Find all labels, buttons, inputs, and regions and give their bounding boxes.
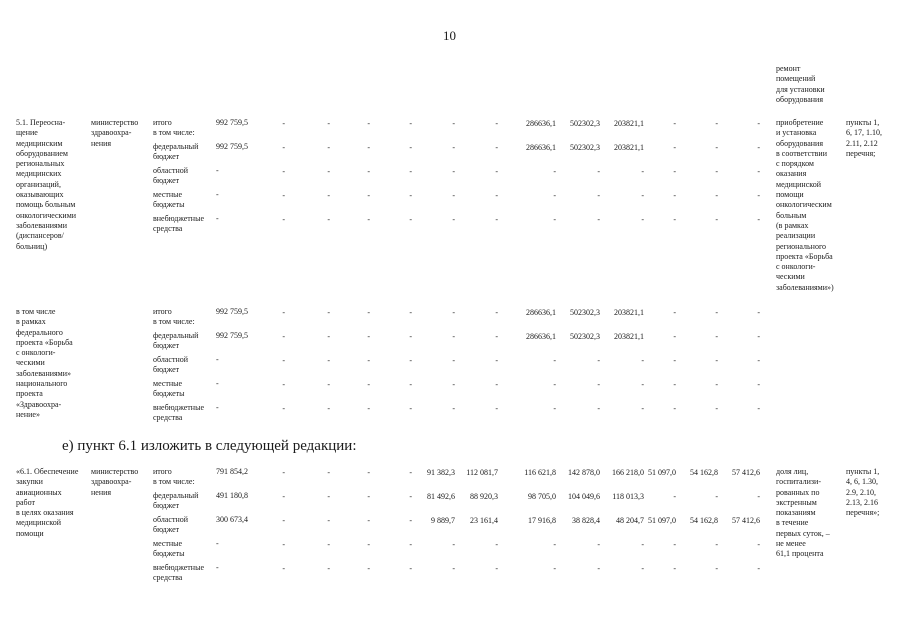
year-value: - xyxy=(282,191,285,200)
year-value: - xyxy=(367,308,370,317)
year-value: - xyxy=(715,332,718,341)
measure-name: «6.1. Обеспечение закупки авиационных работ в целях оказания медицинской помощи xyxy=(16,467,79,538)
year-value: - xyxy=(553,191,556,200)
year-value: - xyxy=(495,404,498,413)
year-value: - xyxy=(495,356,498,365)
year-value: - xyxy=(757,119,760,128)
year-value: - xyxy=(409,332,412,341)
year-value: - xyxy=(673,191,676,200)
year-value: - xyxy=(715,356,718,365)
year-value: 51 097,0 xyxy=(648,516,676,525)
funding-source: внебюджетные средства xyxy=(153,403,204,423)
total-value: 491 180,8 xyxy=(216,491,248,500)
year-value: - xyxy=(282,143,285,152)
year-value: - xyxy=(641,564,644,573)
year-value: 203821,1 xyxy=(614,119,644,128)
year-value: - xyxy=(673,119,676,128)
funding-source: областной бюджет xyxy=(153,355,189,375)
year-value: 23 161,4 xyxy=(470,516,498,525)
year-value: - xyxy=(327,167,330,176)
year-value: - xyxy=(757,356,760,365)
year-value: - xyxy=(553,404,556,413)
year-value: - xyxy=(553,540,556,549)
year-value: - xyxy=(673,404,676,413)
year-value: 54 162,8 xyxy=(690,468,718,477)
funding-source: итого xyxy=(153,467,172,476)
result-continuation: ремонт помещений для установки оборудования xyxy=(776,64,825,104)
year-value: 502302,3 xyxy=(570,308,600,317)
page-number: 10 xyxy=(443,28,456,43)
year-value: - xyxy=(673,356,676,365)
year-value: - xyxy=(327,468,330,477)
funding-source: местные бюджеты xyxy=(153,379,185,399)
expected-result: доля лиц, госпитализи- рованных по экстренным показаниям в течение первых суток, – не менее 61,1 процента xyxy=(776,467,830,559)
year-value: - xyxy=(367,191,370,200)
year-value: - xyxy=(282,308,285,317)
year-value: - xyxy=(282,540,285,549)
total-value: - xyxy=(216,403,219,412)
year-value: 51 097,0 xyxy=(648,468,676,477)
funding-source: итого xyxy=(153,118,172,127)
year-value: - xyxy=(327,540,330,549)
year-value: - xyxy=(327,404,330,413)
year-value: - xyxy=(757,215,760,224)
year-value: - xyxy=(367,167,370,176)
year-value: 9 889,7 xyxy=(431,516,455,525)
year-value: - xyxy=(367,404,370,413)
year-value: - xyxy=(452,332,455,341)
year-value: - xyxy=(495,380,498,389)
total-value: - xyxy=(216,166,219,175)
year-value: - xyxy=(409,516,412,525)
year-value: - xyxy=(409,492,412,501)
year-value: - xyxy=(597,191,600,200)
measure-name: 5.1. Переосна- щение медицинским оборудованием региональных медицинских организаций, оказывающих помощь больным онкологическими заболеваниями (диспансеров/ больниц) xyxy=(16,118,77,251)
target-indicators: пункты 1, 6, 17, 1.10, 2.11, 2.12 перечня; xyxy=(846,118,882,158)
year-value: - xyxy=(553,215,556,224)
year-value: - xyxy=(327,356,330,365)
expected-result: приобретение и установка оборудования в соответствии с порядком оказания медицинской помощи онкологическим больным (в рамках реализации регионального проекта «Борьба с онкологи- ческими заболеваниями») xyxy=(776,118,834,292)
year-value: 98 705,0 xyxy=(528,492,556,501)
total-value: 300 673,4 xyxy=(216,515,248,524)
year-value: - xyxy=(367,516,370,525)
year-value: - xyxy=(452,167,455,176)
total-value: - xyxy=(216,355,219,364)
year-value: - xyxy=(327,119,330,128)
funding-source: внебюджетные средства xyxy=(153,214,204,234)
year-value: - xyxy=(495,308,498,317)
executor: министерство здравоохра- нения xyxy=(91,118,139,148)
year-value: 203821,1 xyxy=(614,332,644,341)
year-value: 142 878,0 xyxy=(568,468,600,477)
year-value: - xyxy=(641,356,644,365)
year-value: - xyxy=(367,119,370,128)
year-value: 48 204,7 xyxy=(616,516,644,525)
year-value: - xyxy=(757,308,760,317)
year-value: - xyxy=(715,143,718,152)
year-value: - xyxy=(367,143,370,152)
year-value: 81 492,6 xyxy=(427,492,455,501)
year-value: - xyxy=(367,332,370,341)
year-value: - xyxy=(495,119,498,128)
year-value: - xyxy=(673,143,676,152)
year-value: - xyxy=(367,492,370,501)
year-value: 91 382,3 xyxy=(427,468,455,477)
year-value: 502302,3 xyxy=(570,332,600,341)
year-value: - xyxy=(282,332,285,341)
year-value: 286636,1 xyxy=(526,308,556,317)
year-value: 88 920,3 xyxy=(470,492,498,501)
year-value: - xyxy=(495,540,498,549)
year-value: - xyxy=(757,540,760,549)
section-heading: е) пункт 6.1 изложить в следующей редакции: xyxy=(62,438,357,454)
year-value: - xyxy=(641,167,644,176)
funding-source: в том числе: xyxy=(153,477,195,486)
year-value: - xyxy=(641,191,644,200)
year-value: - xyxy=(367,564,370,573)
year-value: 54 162,8 xyxy=(690,516,718,525)
year-value: - xyxy=(673,492,676,501)
year-value: - xyxy=(367,468,370,477)
year-value: - xyxy=(409,119,412,128)
year-value: - xyxy=(757,191,760,200)
funding-source: в том числе: xyxy=(153,317,195,326)
year-value: - xyxy=(597,564,600,573)
year-value: - xyxy=(715,215,718,224)
year-value: - xyxy=(282,119,285,128)
year-value: - xyxy=(553,356,556,365)
year-value: 203821,1 xyxy=(614,143,644,152)
year-value: - xyxy=(495,332,498,341)
year-value: - xyxy=(282,167,285,176)
year-value: - xyxy=(673,215,676,224)
funding-source: итого xyxy=(153,307,172,316)
year-value: - xyxy=(495,564,498,573)
target-indicators: пункты 1, 4, 6, 1.30, 2.9, 2.10, 2.13, 2.16 перечня»; xyxy=(846,467,880,518)
year-value: - xyxy=(282,356,285,365)
total-value: - xyxy=(216,539,219,548)
year-value: 502302,3 xyxy=(570,119,600,128)
year-value: - xyxy=(673,308,676,317)
year-value: - xyxy=(282,516,285,525)
year-value: 502302,3 xyxy=(570,143,600,152)
year-value: - xyxy=(409,404,412,413)
funding-source: федеральный бюджет xyxy=(153,491,199,511)
year-value: - xyxy=(327,332,330,341)
year-value: - xyxy=(367,215,370,224)
year-value: 166 218,0 xyxy=(612,468,644,477)
year-value: - xyxy=(327,516,330,525)
funding-source: федеральный бюджет xyxy=(153,142,199,162)
year-value: - xyxy=(327,564,330,573)
year-value: - xyxy=(452,540,455,549)
total-value: 791 854,2 xyxy=(216,467,248,476)
total-value: 992 759,5 xyxy=(216,331,248,340)
year-value: - xyxy=(409,356,412,365)
year-value: - xyxy=(452,404,455,413)
year-value: - xyxy=(673,167,676,176)
year-value: - xyxy=(597,540,600,549)
year-value: - xyxy=(597,380,600,389)
year-value: - xyxy=(367,540,370,549)
year-value: - xyxy=(641,380,644,389)
year-value: - xyxy=(757,143,760,152)
year-value: - xyxy=(757,564,760,573)
funding-source: местные бюджеты xyxy=(153,539,185,559)
year-value: - xyxy=(452,119,455,128)
measure-name: в том числе в рамках федерального проекта «Борьба с онкологи- ческими заболеваниями» национального проекта «Здравоохра- нение» xyxy=(16,307,73,419)
year-value: - xyxy=(327,143,330,152)
year-value: - xyxy=(715,492,718,501)
year-value: - xyxy=(641,404,644,413)
year-value: 203821,1 xyxy=(614,308,644,317)
funding-source: областной бюджет xyxy=(153,166,189,186)
year-value: - xyxy=(673,332,676,341)
year-value: - xyxy=(282,404,285,413)
year-value: - xyxy=(452,215,455,224)
year-value: - xyxy=(452,380,455,389)
year-value: - xyxy=(641,215,644,224)
year-value: - xyxy=(715,404,718,413)
year-value: - xyxy=(409,540,412,549)
total-value: - xyxy=(216,214,219,223)
year-value: - xyxy=(409,143,412,152)
year-value: - xyxy=(409,167,412,176)
year-value: - xyxy=(409,191,412,200)
year-value: - xyxy=(409,380,412,389)
total-value: 992 759,5 xyxy=(216,307,248,316)
year-value: - xyxy=(757,492,760,501)
year-value: 118 013,3 xyxy=(612,492,644,501)
year-value: - xyxy=(597,167,600,176)
year-value: - xyxy=(757,167,760,176)
year-value: - xyxy=(715,119,718,128)
year-value: - xyxy=(367,380,370,389)
year-value: - xyxy=(409,308,412,317)
year-value: - xyxy=(327,380,330,389)
year-value: 112 081,7 xyxy=(466,468,498,477)
year-value: - xyxy=(597,215,600,224)
year-value: - xyxy=(715,564,718,573)
funding-source: местные бюджеты xyxy=(153,190,185,210)
year-value: - xyxy=(673,540,676,549)
year-value: - xyxy=(367,356,370,365)
year-value: - xyxy=(495,191,498,200)
year-value: - xyxy=(495,143,498,152)
year-value: - xyxy=(673,380,676,389)
year-value: - xyxy=(495,167,498,176)
year-value: - xyxy=(553,167,556,176)
total-value: 992 759,5 xyxy=(216,142,248,151)
year-value: 286636,1 xyxy=(526,332,556,341)
funding-source: в том числе: xyxy=(153,128,195,137)
year-value: - xyxy=(715,167,718,176)
year-value: 116 621,8 xyxy=(524,468,556,477)
year-value: - xyxy=(327,191,330,200)
year-value: 17 916,8 xyxy=(528,516,556,525)
year-value: - xyxy=(715,380,718,389)
year-value: - xyxy=(327,308,330,317)
year-value: - xyxy=(715,191,718,200)
year-value: - xyxy=(282,492,285,501)
funding-source: внебюджетные средства xyxy=(153,563,204,583)
year-value: 38 828,4 xyxy=(572,516,600,525)
year-value: - xyxy=(452,564,455,573)
year-value: - xyxy=(715,308,718,317)
executor: министерство здравоохра- нения xyxy=(91,467,139,497)
year-value: - xyxy=(495,215,498,224)
funding-source: федеральный бюджет xyxy=(153,331,199,351)
year-value: - xyxy=(673,564,676,573)
year-value: - xyxy=(553,380,556,389)
funding-source: областной бюджет xyxy=(153,515,189,535)
year-value: 57 412,6 xyxy=(732,468,760,477)
year-value: 57 412,6 xyxy=(732,516,760,525)
year-value: - xyxy=(553,564,556,573)
year-value: - xyxy=(409,468,412,477)
year-value: - xyxy=(757,380,760,389)
year-value: - xyxy=(597,404,600,413)
year-value: - xyxy=(715,540,718,549)
year-value: - xyxy=(282,564,285,573)
year-value: 286636,1 xyxy=(526,143,556,152)
year-value: - xyxy=(452,191,455,200)
year-value: - xyxy=(757,332,760,341)
year-value: - xyxy=(282,468,285,477)
year-value: 104 049,6 xyxy=(568,492,600,501)
year-value: - xyxy=(452,308,455,317)
year-value: - xyxy=(452,356,455,365)
total-value: 992 759,5 xyxy=(216,118,248,127)
total-value: - xyxy=(216,190,219,199)
year-value: - xyxy=(641,540,644,549)
year-value: - xyxy=(597,356,600,365)
year-value: - xyxy=(409,215,412,224)
year-value: - xyxy=(452,143,455,152)
year-value: - xyxy=(327,215,330,224)
year-value: - xyxy=(282,380,285,389)
year-value: - xyxy=(282,215,285,224)
total-value: - xyxy=(216,379,219,388)
year-value: - xyxy=(409,564,412,573)
year-value: - xyxy=(327,492,330,501)
year-value: 286636,1 xyxy=(526,119,556,128)
year-value: - xyxy=(757,404,760,413)
total-value: - xyxy=(216,563,219,572)
